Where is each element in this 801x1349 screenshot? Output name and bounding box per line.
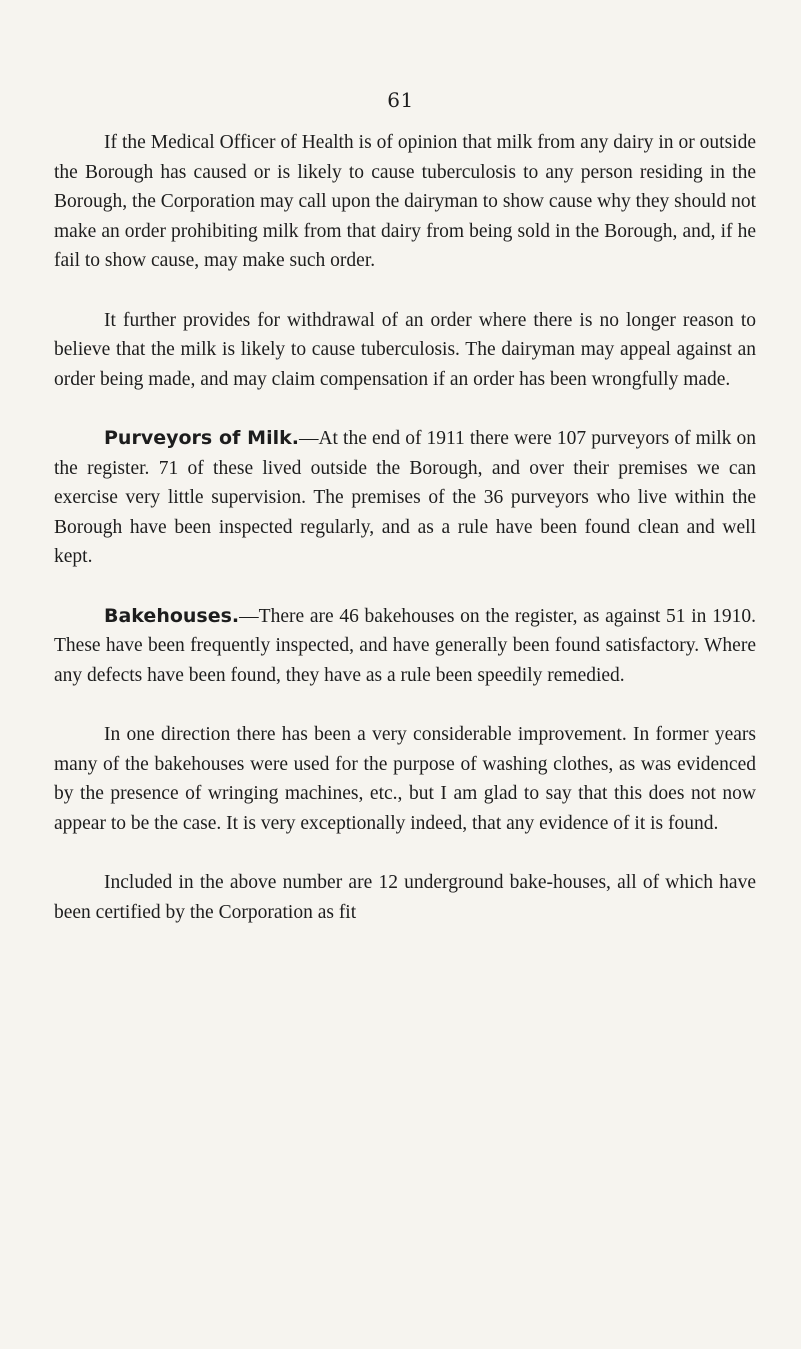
section-heading-purveyors: Purveyors of Milk.: [104, 427, 299, 449]
page-number: 61: [387, 88, 414, 112]
paragraph-text: In one direction there has been a very considerable improvement. In former years many of the bakehouses were used for the purpose of washing clothes, as was evidenced by the presence of wringing machines, etc., but I am glad to say that this does not now appear to be the case. It is very exceptionally indeed, that any evidence of it is found.: [54, 724, 756, 834]
section-heading-bakehouses: Bakehouses.: [104, 604, 240, 627]
paragraph-milk-order: [54, 128, 756, 276]
paragraph-text: —At the end of 1911 there were 107 purveyors of milk on the register. 71 of these lived outside the Borough, and over their premises we can exercise very little supervision. The premises of the 36 purveyors who live within the Borough have been inspected regularly, and as a rule have been found clean and well kept.: [54, 428, 756, 567]
body-text: [54, 128, 756, 927]
paragraph-purveyors: [54, 424, 756, 572]
paragraph-text: —There are 46 bakehouses on the register, as against 51 in 1910. These have been frequently inspected, and have generally been found satisfactory. Where any defects have been found, they have as a rule been speedily remedied.: [54, 605, 756, 686]
paragraph-bakehouses: [54, 602, 756, 691]
paragraph-text: If the Medical Officer of Health is of opinion that milk from any dairy in or outside the Borough has caused or is likely to cause tuberculosis to any person residing in the Borough, the Corporation may call upon the dairyman to show cause why they should not make an order prohibiting milk from that dairy from being sold in the Borough, and, if he fail to show cause, may make such order.: [54, 132, 756, 271]
paragraph-underground: [54, 868, 756, 927]
paragraph-text: Included in the above number are 12 underground bake-houses, all of which have been certified by the Corporation as fit: [54, 872, 756, 923]
paragraph-improvement: [54, 720, 756, 838]
paragraph-text: It further provides for withdrawal of an order where there is no longer reason to believe that the milk is likely to cause tuberculosis. The dairyman may appeal against an order being made, and may claim compensation if an order has been wrongfully made.: [54, 309, 756, 390]
paragraph-withdrawal: [54, 306, 756, 395]
